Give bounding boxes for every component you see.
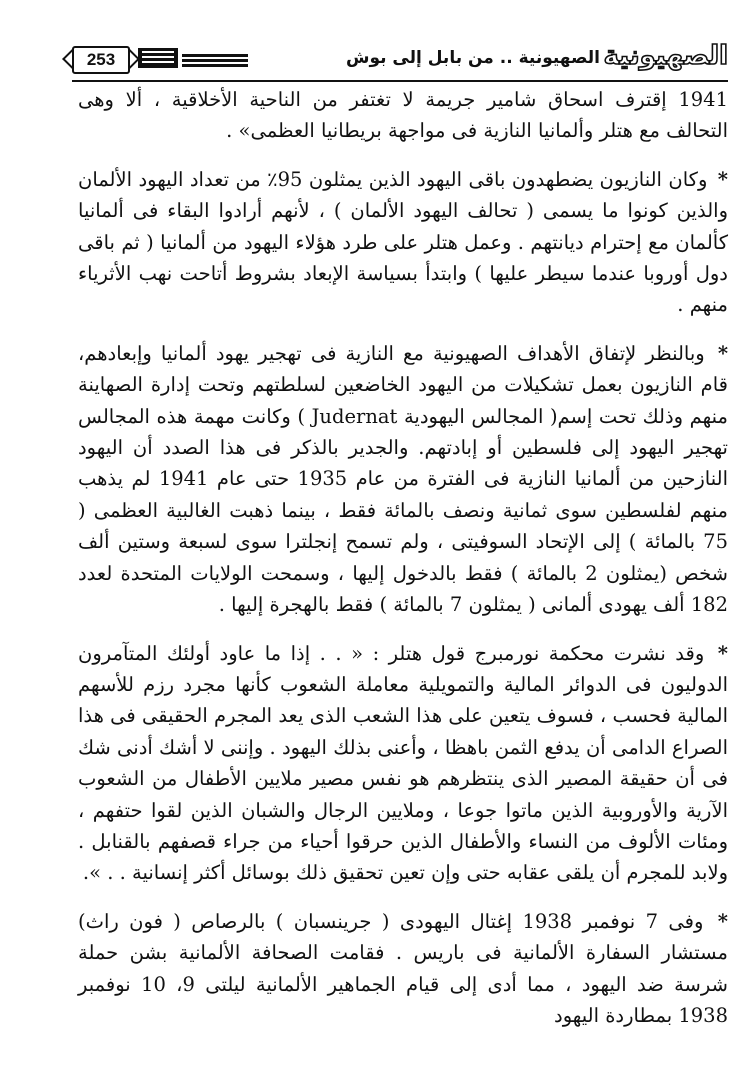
paragraph-4-text: وقد نشرت محكمة نورمبرج قول هتلر : « . . إذا ما عاود أولئك المتآمرون الدوليون فى الدوائر المالية والتمويلية معاملة الشعوب كأنها مجرد رزم للأسهم المالية فحسب ، فسوف يتعين على هذا الشعب الذى يعد المجرم الحقيقى فى هذا الصراع الدامى أن يدفع الثمن باهظا ، وأعنى بذلك اليهود . وإننى لا أشك أدنى شك فى أن حقيقة المصير الذى ينتظرهم هو نفس مصير ملايين الأطفال من الشعوب الآرية والأوروبية الذين ماتوا جوعا ، وملايين الرجال والشبان الذين لقوا حتفهم ، ومئات الألوف من النساء والأطفال الذين حرقوا أحياء من جراء قصفهم بالقنابل . ولابد للمجرم أن يلقى عقابه حتى وإن تعين تحقيق ذلك بوسائل أكثر إنسانية . . ». — [78, 641, 728, 885]
paragraph-2-text: وكان النازيون يضطهدون باقى اليهود الذين يمثلون 95٪ من تعداد اليهود الألمان والذين كونوا ما يسمى ( تحالف اليهود الألمان ) ، لأنهم أرادوا البقاء فى ألمانيا كألمان مع إحترام ديانتهم . وعمل هتلر على طرد هؤلاء اليهود من ألمانيا ( ثم باقى دول أوروبا عندما سيطر عليها ) وابتدأ بسياسة الإبعاد بشروط أتاحت نهب الأثرياء منهم . — [78, 167, 728, 317]
book-logo-title: الصهيونية — [603, 41, 728, 71]
running-title: الصهيونية .. من بابل إلى بوش — [346, 48, 600, 68]
paragraph-1 — [78, 84, 728, 147]
paragraph-5-text: وفى 7 نوفمبر 1938 إغتال اليهودى ( جرينسبان ) بالرصاص ( فون راث) مستشار السفارة الألمانية فى باريس . فقامت الصحافة الألمانية بشن حملة شرسة ضد اليهود ، مما أدى إلى قيام الجماهير الألمانية ليلتى 9، 10 نوفمبر 1938 بمطاردة اليهود — [78, 909, 728, 1027]
page-number: 253 — [72, 46, 130, 74]
paragraph-3 — [78, 338, 728, 621]
paragraph-3-text: وبالنظر لإتفاق الأهداف الصهيونية مع النازية فى تهجير يهود ألمانيا وإبعادهم، قام النازيون بعمل تشكيلات من اليهود الخاضعين لسلطتهم وتحت إدارة الصهاينة منهم وذلك تحت إسم( المجالس اليهودية Judernat ) وكانت مهمة هذه المجالس تهجير اليهود إلى فلسطين أو إبادتهم. والجدير بالذكر فى هذا الصدد أن اليهود النازحين من ألمانيا النازية فى الفترة من عام 1935 حتى عام 1941 لم يذهب منهم لفلسطين سوى ثمانية ونصف بالمائة فقط ، بينما ذهبت الغالبية العظمى ( 75 بالمائة ) إلى الإتحاد السوفيتى ، ولم تسمح إنجلترا سوى لسبعة وستين ألف شخص (يمثلون 2 بالمائة ) فقط بالدخول إليها ، وسمحت الولايات المتحدة لعدد 182 ألف يهودى ألمانى ( يمثلون 7 بالمائة ) فقط بالهجرة إليها . — [78, 341, 728, 617]
paragraph-4 — [78, 638, 728, 889]
asterisk-bullet-icon: * — [717, 341, 729, 365]
asterisk-bullet-icon: * — [717, 167, 728, 191]
paragraph-2 — [78, 164, 728, 321]
page-body — [78, 84, 728, 1031]
page-header — [72, 38, 728, 78]
asterisk-bullet-icon: * — [717, 641, 728, 665]
book-stack-icon — [134, 44, 252, 72]
paragraph-1-text: 1941 إقترف اسحاق شامير جريمة لا تغتفر من الناحية الأخلاقية ، ألا وهى التحالف مع هتلر وألمانيا النازية فى مواجهة بريطانيا العظمى» . — [78, 88, 728, 143]
paragraph-5 — [78, 906, 728, 1032]
header-divider — [72, 80, 728, 82]
asterisk-bullet-icon: * — [717, 909, 728, 933]
